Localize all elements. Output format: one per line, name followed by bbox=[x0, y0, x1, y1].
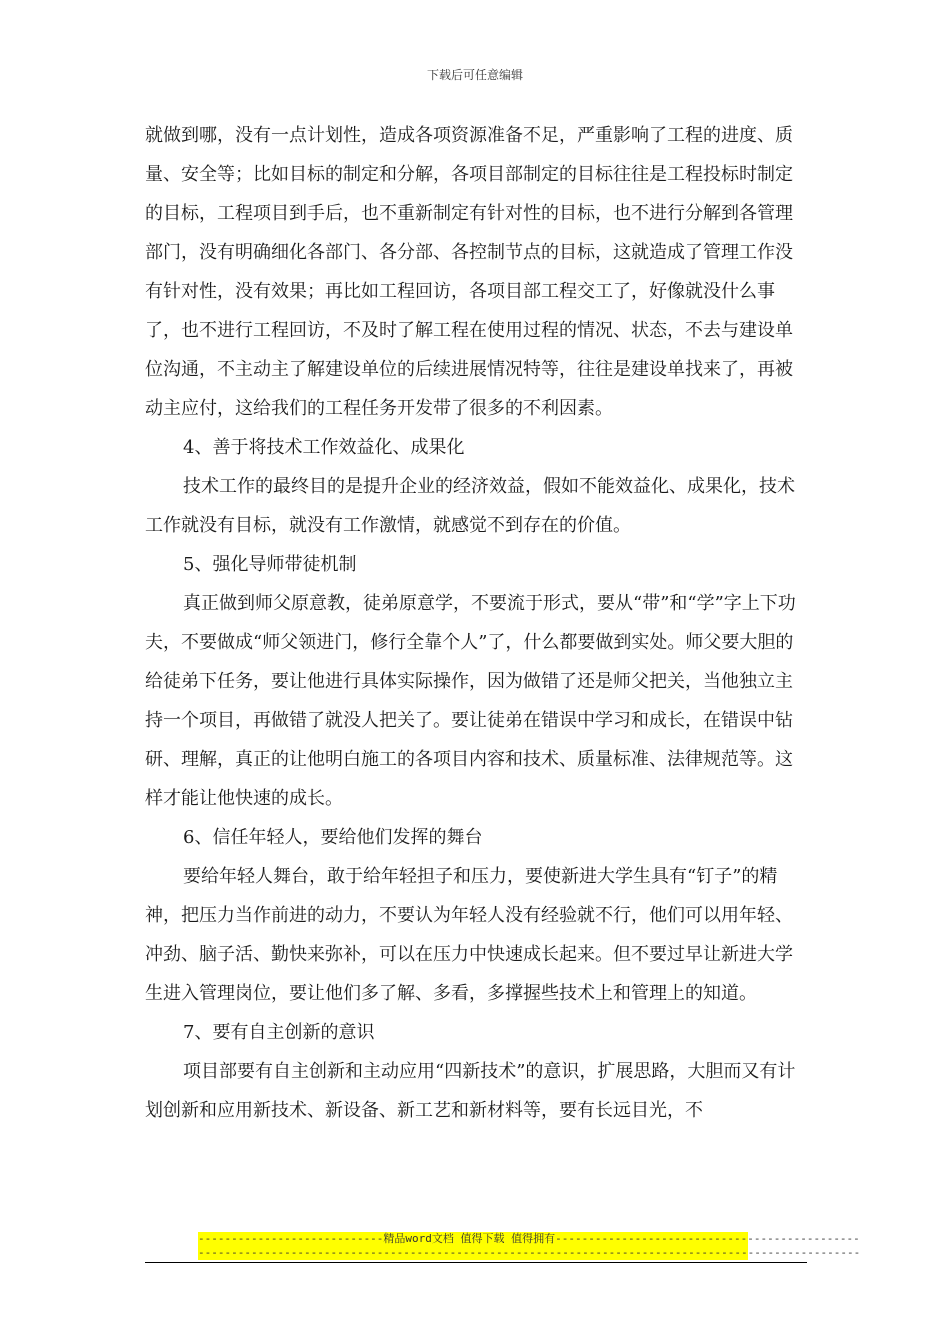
paragraph: 项目部要有自主创新和主动应用“四新技术”的意识，扩展思路，大胆而又有计划创新和应用新技术、新设备、新工艺和新材料等，要有长远目光，不 bbox=[145, 1061, 796, 1121]
section-heading-4: 4、善于将技术工作效益化、成果化 bbox=[183, 437, 465, 458]
document-body bbox=[145, 116, 807, 1130]
section-heading-6: 6、信任年轻人，要给他们发挥的舞台 bbox=[183, 827, 483, 848]
paragraph-continuation: 就做到哪，没有一点计划性，造成各项资源准备不足，严重影响了工程的进度、质量、安全等；比如目标的制定和分解，各项目部制定的目标往往是工程投标时制定的目标，工程项目到手后，也不重新制定有针对性的目标，也不进行分解到各管理部门，没有明确细化各部门、各分部、各控制节点的目标，这就造成了管理工作没有针对性，没有效果；再比如工程回访，各项目部工程交工了，好像就没什么事了，也不进行工程回访，不及时了解工程在使用过程的情况、状态，不去与建设单位沟通，不主动主了解建设单位的后续进展情况特等，往往是建设单找来了，再被动主应付，这给我们的工程任务开发带了很多的不利因素。 bbox=[145, 125, 793, 419]
footer-banner bbox=[198, 1232, 861, 1260]
section-heading-5: 5、强化导师带徒机制 bbox=[183, 554, 357, 575]
page-header: 下载后可任意编辑 bbox=[426, 68, 523, 82]
paragraph: 真正做到师父原意教，徒弟原意学，不要流于形式，要从“带”和“学”字上下功夫，不要做成“师父领进门，修行全靠个人”了，什么都要做到实处。师父要大胆的给徒弟下任务，要让他进行具体实际操作，因为做错了还是师父把关，当他独立主持一个项目，再做错了就没人把关了。要让徒弟在错误中学习和成长，在错误中钻研、理解，真正的让他明白施工的各项目内容和技术、质量标准、法律规范等。这样才能让他快速的成长。 bbox=[145, 593, 796, 809]
paragraph: 要给年轻人舞台，敢于给年轻担子和压力，要使新进大学生具有“钉子”的精神，把压力当作前进的动力，不要认为年轻人没有经验就不行，他们可以用年轻、冲劲、脑子活、勤快来弥补，可以在压力中快速成长起来。但不要过早让新进大学生进入管理岗位，要让他们多了解、多看，多撑握些技术上和管理上的知道。 bbox=[145, 866, 793, 1004]
paragraph: 技术工作的最终目的是提升企业的经济效益，假如不能效益化、成果化，技术工作就没有目标，就没有工作激情，就感觉不到存在的价值。 bbox=[145, 476, 795, 536]
section-heading-7: 7、要有自主创新的意识 bbox=[183, 1022, 375, 1043]
footer-banner-line: ---------------------------------------------------------------------------------------------------- bbox=[198, 1246, 861, 1259]
footer-banner-line: ----------------------------精品word文档 值得下载 值得拥有---------------------------------------------- bbox=[198, 1232, 860, 1245]
footer-divider bbox=[145, 1262, 807, 1263]
